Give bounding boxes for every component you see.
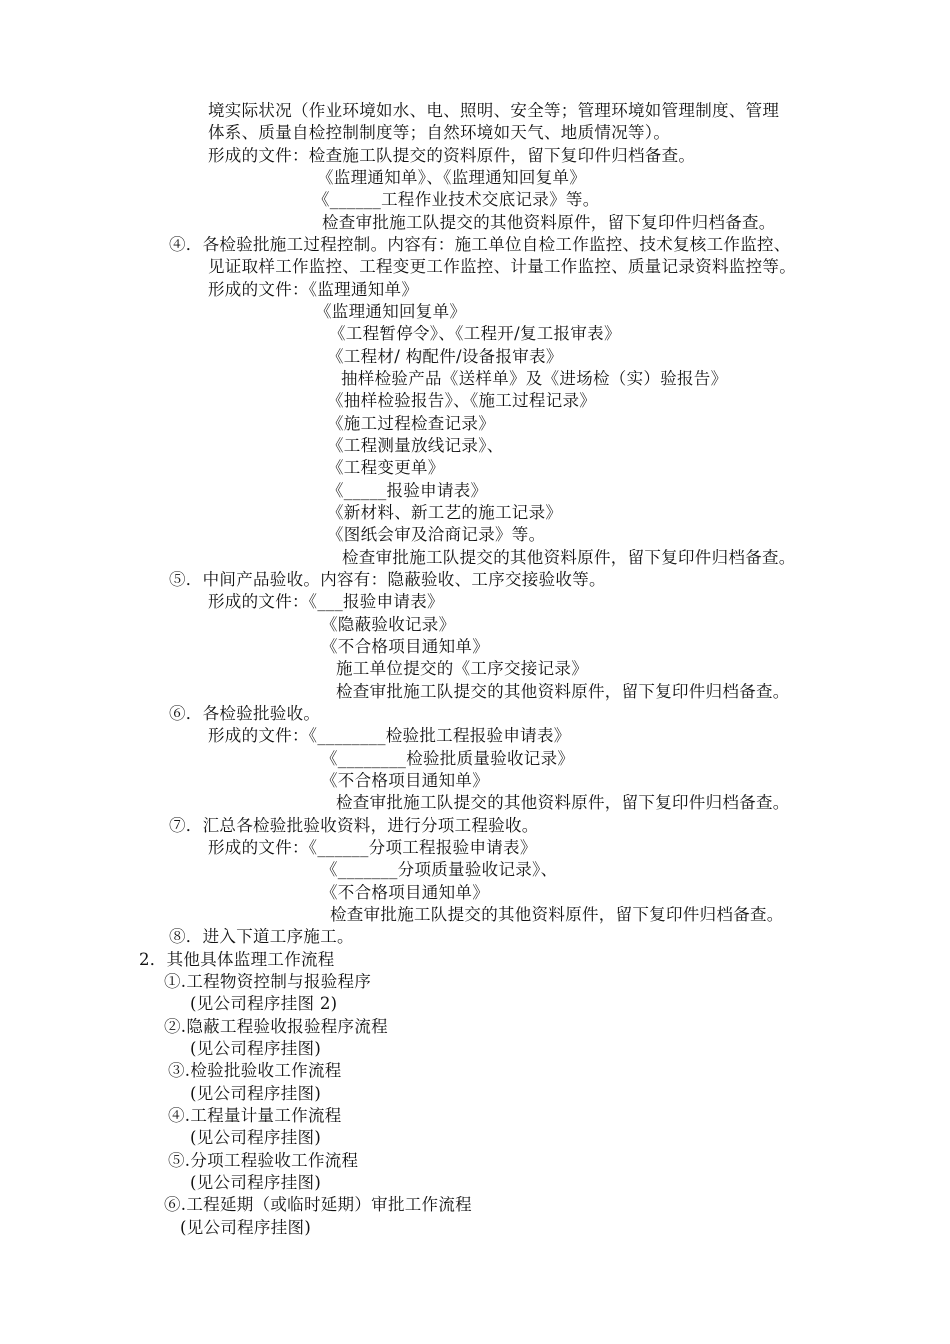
text-line: 形成的文件：《监理通知单》 (208, 280, 419, 299)
text-line: 《监理通知回复单》 (315, 302, 467, 321)
text-line: 施工单位提交的《工序交接记录》 (336, 659, 588, 678)
list-item-heading: ④.工程量计量工作流程 (168, 1106, 342, 1125)
text-line: 形成的文件：《___报验申请表》 (208, 592, 444, 611)
text-line: 《不合格项目通知单》 (321, 771, 489, 790)
text-line: 《______工程作业技术交底记录》等。 (313, 190, 600, 209)
text-line: 《不合格项目通知单》 (321, 637, 489, 656)
text-line: 《监理通知单》、《监理通知回复单》 (317, 168, 587, 187)
text-line: 检查审批施工队提交的其他资料原件，留下复印件归档备查。 (342, 548, 796, 567)
text-line: 《施工过程检查记录》 (327, 414, 495, 433)
text-line: 《不合格项目通知单》 (321, 883, 489, 902)
text-line: 《________检验批质量验收记录》 (321, 749, 575, 768)
list-item-heading: ⑤.分项工程验收工作流程 (168, 1151, 359, 1170)
list-item-heading: ②.隐蔽工程验收报验程序流程 (164, 1017, 388, 1036)
text-line: (见公司程序挂图) (180, 1218, 312, 1237)
text-line: 《_____报验申请表》 (327, 481, 488, 500)
text-line: (见公司程序挂图) (190, 1039, 322, 1058)
text-line: (见公司程序挂图) (190, 1084, 322, 1103)
text-line: 形成的文件：检查施工队提交的资料原件，留下复印件归档备查。 (208, 146, 696, 165)
list-item-heading: ⑦．汇总各检验批验收资料，进行分项工程验收。 (169, 816, 539, 835)
text-line: 《图纸会审及洽商记录》等。 (327, 525, 546, 544)
text-line: 《工程暂停令》、《工程开/复工报审表》 (329, 324, 621, 343)
text-line: 境实际状况（作业环境如水、电、照明、安全等；管理环境如管理制度、管理 (208, 101, 780, 120)
text-line: 检查审批施工队提交的其他资料原件，留下复印件归档备查。 (322, 213, 776, 232)
text-line: 检查审批施工队提交的其他资料原件，留下复印件归档备查。 (336, 793, 790, 812)
text-line: 形成的文件：《________检验批工程报验申请表》 (208, 726, 571, 745)
list-item-heading: ⑥．各检验批验收。 (169, 704, 321, 723)
text-line: 《_______分项质量验收记录》、 (321, 860, 558, 879)
text-line: 《新材料、新工艺的施工记录》 (327, 503, 563, 522)
text-line: 见证取样工作监控、工程变更工作监控、计量工作监控、质量记录资料监控等。 (208, 257, 796, 276)
text-line: 《工程材/ 构配件/设备报审表》 (327, 347, 563, 366)
section-heading: 2．其他具体监理工作流程 (139, 950, 335, 969)
list-item-heading: ①.工程物资控制与报验程序 (164, 972, 372, 991)
text-line: 《工程测量放线记录》、 (327, 436, 504, 455)
text-line: 抽样检验产品《送样单》及《进场检（实）验报告》 (341, 369, 728, 388)
text-line: 体系、质量自检控制制度等；自然环境如天气、地质情况等）。 (208, 123, 671, 142)
text-line: (见公司程序挂图 2) (190, 994, 338, 1013)
text-line: 检查审批施工队提交的其他资料原件，留下复印件归档备查。 (330, 905, 784, 924)
text-line: 检查审批施工队提交的其他资料原件，留下复印件归档备查。 (336, 682, 790, 701)
text-line: (见公司程序挂图) (190, 1128, 322, 1147)
text-line: (见公司程序挂图) (190, 1173, 322, 1192)
text-line: 形成的文件：《______分项工程报验申请表》 (208, 838, 537, 857)
text-line: 《工程变更单》 (327, 458, 445, 477)
list-item-heading: ⑥.工程延期（或临时延期）审批工作流程 (164, 1195, 472, 1214)
list-item-heading: ④．各检验批施工过程控制。内容有：施工单位自检工作监控、技术复核工作监控、 (169, 235, 791, 254)
list-item-heading: ⑧．进入下道工序施工。 (169, 927, 354, 946)
list-item-heading: ③.检验批验收工作流程 (168, 1061, 342, 1080)
text-line: 《隐蔽验收记录》 (321, 615, 456, 634)
text-line: 《抽样检验报告》、《施工过程记录》 (327, 391, 597, 410)
list-item-heading: ⑤．中间产品验收。内容有：隐蔽验收、工序交接验收等。 (169, 570, 606, 589)
